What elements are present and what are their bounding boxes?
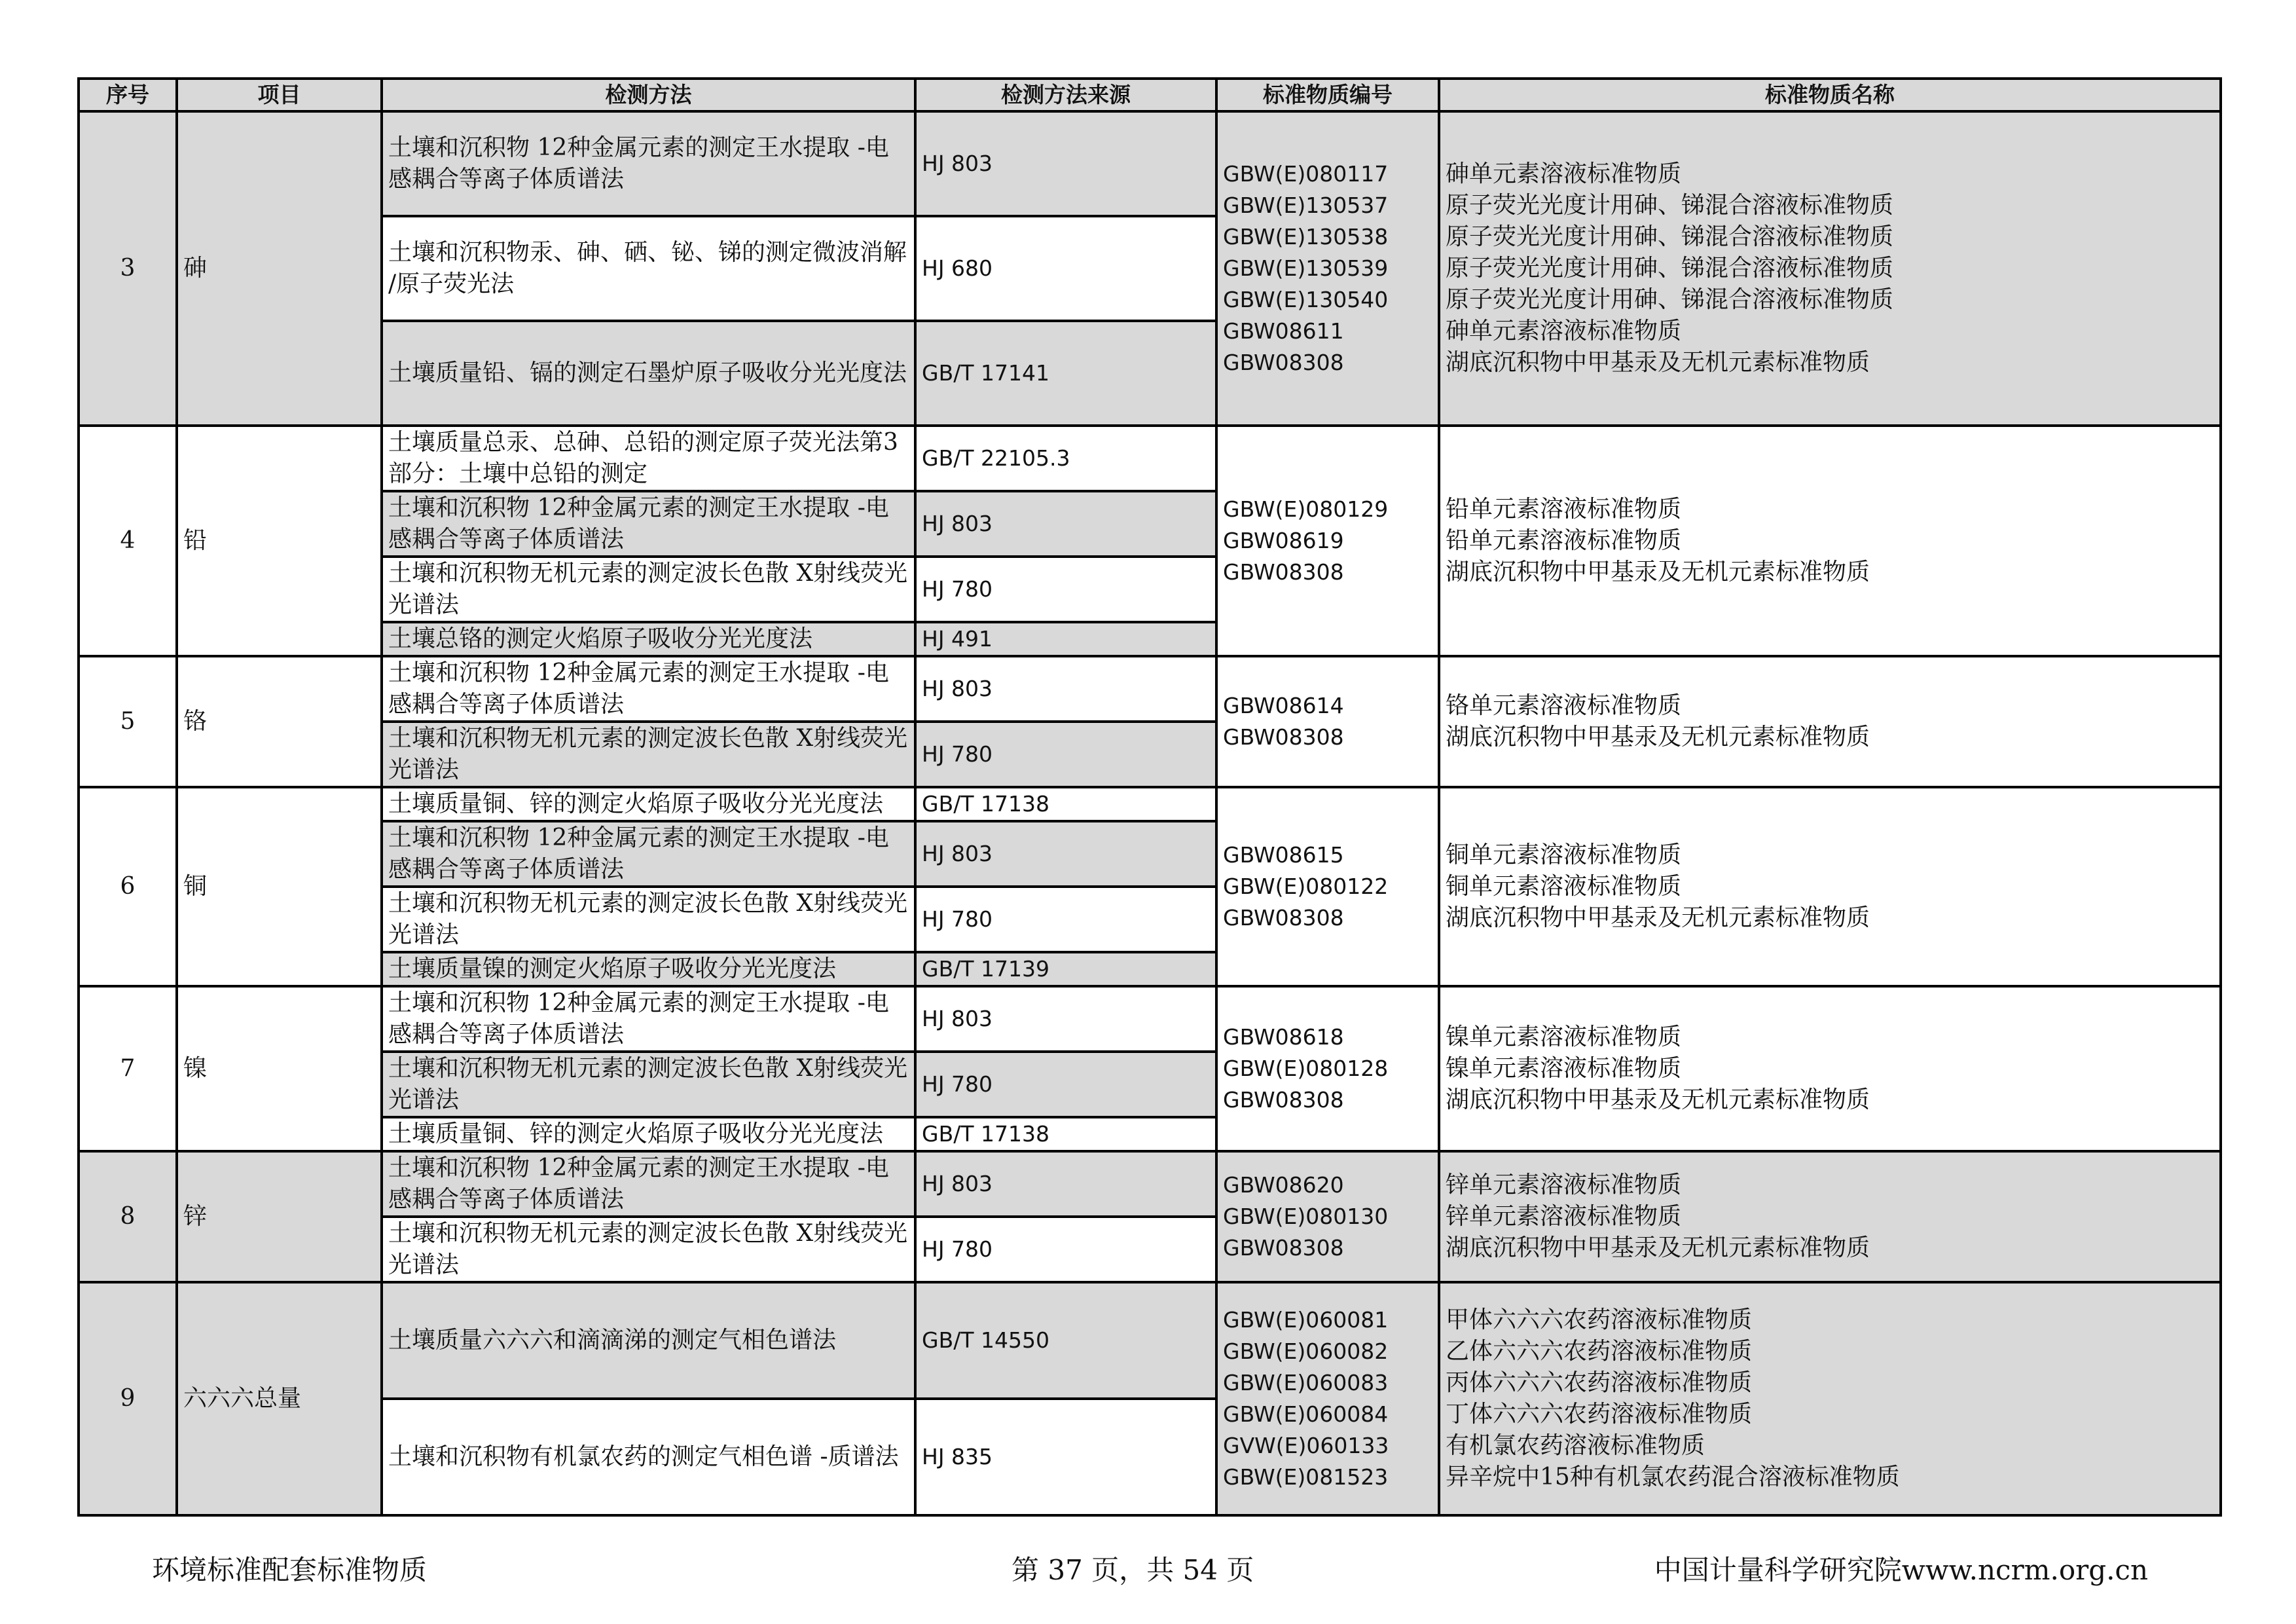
material-code: GBW08308	[1223, 724, 1344, 750]
footer-publisher: 中国计量科学研究院www.ncrm.org.cn	[1654, 1554, 2148, 1586]
cell-material-names	[1439, 426, 2221, 656]
cell-method: 土壤和沉积物汞、砷、硒、铋、锑的测定微波消解 /原子荧光法	[382, 216, 915, 321]
material-name: 原子荧光光度计用砷、锑混合溶液标准物质	[1446, 223, 1894, 250]
material-code: GBW08615	[1223, 842, 1344, 868]
cell-method: 土壤和沉积物无机元素的测定波长色散 X射线荧光光谱法	[382, 1052, 915, 1117]
cell-material-names	[1439, 986, 2221, 1151]
cell-method: 土壤质量总汞、总砷、总铅的测定原子荧光法第3部分：土壤中总铅的测定	[382, 426, 915, 491]
cell-material-codes	[1216, 1282, 1439, 1515]
cell-seq: 3	[79, 111, 177, 426]
cell-method: 土壤和沉积物 12种金属元素的测定王水提取 -电感耦合等离子体质谱法	[382, 1151, 915, 1217]
cell-item: 六六六总量	[177, 1282, 382, 1515]
cell-seq: 9	[79, 1282, 177, 1515]
material-name: 铜单元素溶液标准物质	[1446, 841, 1682, 868]
standards-table	[77, 77, 2222, 1517]
material-code: GBW(E)130539	[1223, 255, 1389, 281]
cell-material-codes	[1216, 426, 1439, 656]
material-code: GBW(E)060083	[1223, 1370, 1389, 1395]
material-name: 有机氯农药溶液标准物质	[1446, 1432, 1705, 1459]
cell-material-names	[1439, 656, 2221, 787]
material-code: GBW(E)080117	[1223, 161, 1389, 187]
material-name: 铅单元素溶液标准物质	[1446, 527, 1682, 554]
material-name: 锌单元素溶液标准物质	[1446, 1203, 1682, 1230]
table-row	[79, 426, 2221, 491]
material-name: 镍单元素溶液标准物质	[1446, 1024, 1682, 1050]
cell-item: 锌	[177, 1151, 382, 1282]
material-code: GBW(E)080129	[1223, 496, 1389, 522]
cell-method-source: HJ 803	[915, 986, 1216, 1052]
material-name: 原子荧光光度计用砷、锑混合溶液标准物质	[1446, 286, 1894, 313]
cell-method-source: HJ 803	[915, 821, 1216, 887]
table-row	[79, 1151, 2221, 1217]
material-name: 湖底沉积物中甲基汞及无机元素标准物质	[1446, 904, 1870, 931]
material-code: GBW08618	[1223, 1024, 1344, 1050]
cell-method-source: HJ 803	[915, 1151, 1216, 1217]
material-name: 湖底沉积物中甲基汞及无机元素标准物质	[1446, 349, 1870, 376]
material-code: GBW(E)080122	[1223, 874, 1389, 899]
table-row	[79, 787, 2221, 821]
material-name: 锌单元素溶液标准物质	[1446, 1172, 1682, 1198]
material-code: GBW(E)060081	[1223, 1307, 1389, 1333]
cell-method-source: HJ 835	[915, 1399, 1216, 1515]
cell-method: 土壤质量镍的测定火焰原子吸收分光光度法	[382, 952, 915, 986]
cell-seq: 6	[79, 787, 177, 986]
cell-method: 土壤和沉积物无机元素的测定波长色散 X射线荧光光谱法	[382, 1217, 915, 1282]
material-name: 原子荧光光度计用砷、锑混合溶液标准物质	[1446, 255, 1894, 282]
material-code: GBW(E)080128	[1223, 1056, 1389, 1081]
material-code: GBW(E)130540	[1223, 287, 1389, 312]
cell-method: 土壤质量铜、锌的测定火焰原子吸收分光光度法	[382, 787, 915, 821]
material-code: GBW08308	[1223, 559, 1344, 585]
material-code: GBW08620	[1223, 1172, 1344, 1198]
material-name: 湖底沉积物中甲基汞及无机元素标准物质	[1446, 724, 1870, 750]
cell-seq: 7	[79, 986, 177, 1151]
material-code: GBW08308	[1223, 905, 1344, 931]
cell-material-names	[1439, 787, 2221, 986]
cell-item: 镍	[177, 986, 382, 1151]
cell-method: 土壤和沉积物无机元素的测定波长色散 X射线荧光光谱法	[382, 722, 915, 787]
footer-page-number: 第 37 页，共 54 页	[1011, 1554, 1254, 1586]
cell-material-codes	[1216, 656, 1439, 787]
material-name: 乙体六六六农药溶液标准物质	[1446, 1338, 1753, 1365]
material-name: 湖底沉积物中甲基汞及无机元素标准物质	[1446, 1234, 1870, 1261]
cell-method-source: HJ 803	[915, 656, 1216, 722]
cell-method: 土壤质量铅、镉的测定石墨炉原子吸收分光光度法	[382, 321, 915, 426]
material-code: GBW08614	[1223, 693, 1344, 718]
header-material-code: 标准物质编号	[1216, 79, 1439, 111]
cell-method: 土壤和沉积物无机元素的测定波长色散 X射线荧光光谱法	[382, 557, 915, 622]
cell-method-source: GB/T 14550	[915, 1282, 1216, 1399]
cell-method-source: GB/T 22105.3	[915, 426, 1216, 491]
cell-material-names	[1439, 1282, 2221, 1515]
cell-method-source: HJ 780	[915, 1217, 1216, 1282]
table-row	[79, 656, 2221, 722]
header-method: 检测方法	[382, 79, 915, 111]
material-code: GBW(E)081523	[1223, 1464, 1389, 1490]
material-code: GBW(E)060084	[1223, 1401, 1389, 1427]
cell-method-source: GB/T 17139	[915, 952, 1216, 986]
cell-method: 土壤和沉积物 12种金属元素的测定王水提取 -电感耦合等离子体质谱法	[382, 986, 915, 1052]
cell-method-source: HJ 491	[915, 622, 1216, 656]
cell-method-source: HJ 803	[915, 111, 1216, 216]
cell-method: 土壤和沉积物 12种金属元素的测定王水提取 -电感耦合等离子体质谱法	[382, 111, 915, 216]
header-item: 项目	[177, 79, 382, 111]
cell-method-source: GB/T 17141	[915, 321, 1216, 426]
cell-item: 铬	[177, 656, 382, 787]
material-name: 甲体六六六农药溶液标准物质	[1446, 1306, 1753, 1333]
header-material-name: 标准物质名称	[1439, 79, 2221, 111]
cell-material-codes	[1216, 986, 1439, 1151]
material-name: 异辛烷中15种有机氯农药混合溶液标准物质	[1446, 1464, 1900, 1490]
material-name: 原子荧光光度计用砷、锑混合溶液标准物质	[1446, 192, 1894, 219]
material-code: GBW08308	[1223, 1235, 1344, 1261]
table-body	[79, 111, 2221, 1515]
cell-method-source: HJ 803	[915, 491, 1216, 557]
cell-material-names	[1439, 111, 2221, 426]
material-code: GBW08611	[1223, 318, 1344, 344]
cell-method: 土壤和沉积物 12种金属元素的测定王水提取 -电感耦合等离子体质谱法	[382, 491, 915, 557]
material-code: GBW(E)080130	[1223, 1204, 1389, 1229]
material-code: GBW(E)060082	[1223, 1338, 1389, 1364]
cell-method-source: HJ 680	[915, 216, 1216, 321]
cell-method: 土壤总铬的测定火焰原子吸收分光光度法	[382, 622, 915, 656]
cell-method: 土壤和沉积物 12种金属元素的测定王水提取 -电感耦合等离子体质谱法	[382, 821, 915, 887]
cell-method: 土壤和沉积物无机元素的测定波长色散 X射线荧光光谱法	[382, 887, 915, 952]
table-row	[79, 1282, 2221, 1399]
material-name: 砷单元素溶液标准物质	[1446, 160, 1682, 187]
cell-material-names	[1439, 1151, 2221, 1282]
cell-material-codes	[1216, 1151, 1439, 1282]
cell-method-source: GB/T 17138	[915, 1117, 1216, 1151]
cell-method-source: HJ 780	[915, 887, 1216, 952]
cell-material-codes	[1216, 111, 1439, 426]
cell-method: 土壤质量铜、锌的测定火焰原子吸收分光光度法	[382, 1117, 915, 1151]
table-row	[79, 111, 2221, 216]
material-name: 铬单元素溶液标准物质	[1446, 692, 1682, 719]
cell-method-source: HJ 780	[915, 722, 1216, 787]
cell-item: 铜	[177, 787, 382, 986]
cell-method: 土壤和沉积物有机氯农药的测定气相色谱 -质谱法	[382, 1399, 915, 1515]
material-name: 丙体六六六农药溶液标准物质	[1446, 1369, 1753, 1396]
material-code: GBW(E)130537	[1223, 193, 1389, 218]
table-header-row	[79, 79, 2221, 111]
material-name: 铅单元素溶液标准物质	[1446, 496, 1682, 523]
material-name: 湖底沉积物中甲基汞及无机元素标准物质	[1446, 1086, 1870, 1113]
cell-method: 土壤和沉积物 12种金属元素的测定王水提取 -电感耦合等离子体质谱法	[382, 656, 915, 722]
cell-material-codes	[1216, 787, 1439, 986]
material-name: 砷单元素溶液标准物质	[1446, 318, 1682, 344]
material-code: GBW08619	[1223, 528, 1344, 553]
material-name: 镍单元素溶液标准物质	[1446, 1055, 1682, 1082]
cell-seq: 4	[79, 426, 177, 656]
material-name: 铜单元素溶液标准物质	[1446, 873, 1682, 900]
table-row	[79, 986, 2221, 1052]
cell-method: 土壤质量六六六和滴滴涕的测定气相色谱法	[382, 1282, 915, 1399]
cell-method-source: HJ 780	[915, 557, 1216, 622]
cell-item: 铅	[177, 426, 382, 656]
material-name: 丁体六六六农药溶液标准物质	[1446, 1401, 1753, 1428]
material-name: 湖底沉积物中甲基汞及无机元素标准物质	[1446, 559, 1870, 585]
cell-item: 砷	[177, 111, 382, 426]
cell-method-source: GB/T 17138	[915, 787, 1216, 821]
header-method-source: 检测方法来源	[915, 79, 1216, 111]
material-code: GVW(E)060133	[1223, 1433, 1389, 1458]
cell-seq: 5	[79, 656, 177, 787]
cell-method-source: HJ 780	[915, 1052, 1216, 1117]
header-seq: 序号	[79, 79, 177, 111]
cell-seq: 8	[79, 1151, 177, 1282]
material-code: GBW(E)130538	[1223, 224, 1389, 249]
material-code: GBW08308	[1223, 1087, 1344, 1113]
footer-title: 环境标准配套标准物质	[152, 1554, 428, 1586]
material-code: GBW08308	[1223, 350, 1344, 375]
